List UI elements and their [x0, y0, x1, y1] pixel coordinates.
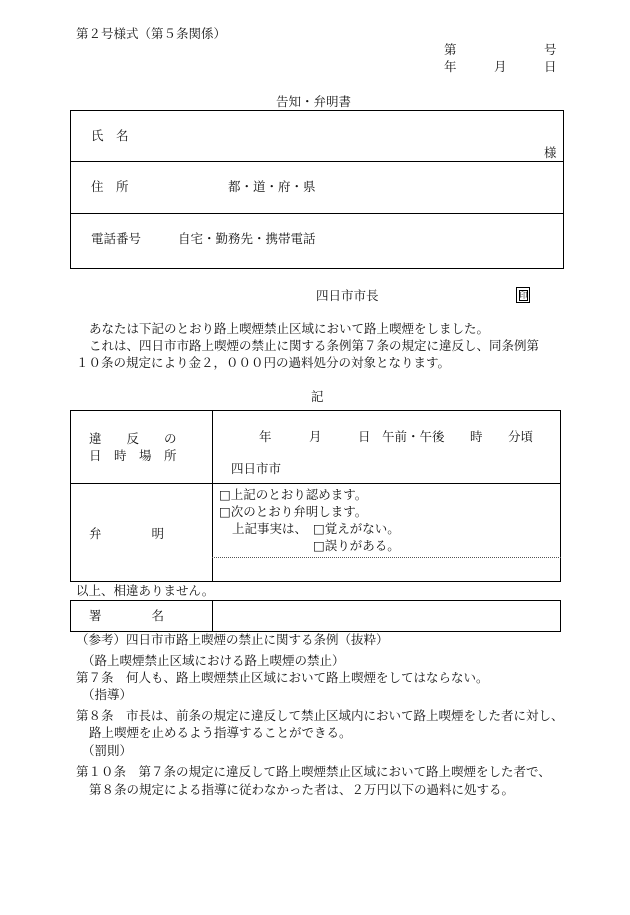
checkbox-no-memory[interactable]: □覚えがない。 [313, 521, 400, 536]
notice-line-1: あなたは下記のとおり路上喫煙禁止区域において路上喫煙をしました。 [89, 321, 490, 336]
prefecture-choices: 都・道・府・県 [228, 179, 316, 194]
violation-day: 日 [358, 429, 371, 444]
number-suffix: 号 [544, 42, 557, 57]
ordinance-article-8-line-2: 路上喫煙を止めるよう指導することができる。 [89, 725, 352, 740]
phone-choices: 自宅・勤務先・携帯電話 [178, 231, 316, 246]
violation-hour: 時 [470, 429, 483, 444]
violation-month: 月 [309, 429, 322, 444]
ordinance-heading-3: （罰則） [82, 743, 133, 758]
ordinance-heading-2: （指導） [82, 687, 133, 702]
violation-city: 四日市市 [231, 461, 282, 476]
date-day: 日 [544, 59, 557, 74]
row-divider [70, 483, 561, 484]
mayor-title: 四日市市長 [316, 288, 379, 303]
ordinance-article-10-line-1: 第１０条 第７条の規定に違反して路上喫煙禁止区域において路上喫煙をした者で、 [76, 764, 551, 779]
ki-heading: 記 [311, 389, 324, 404]
checkbox-admit[interactable]: □上記のとおり認めます。 [219, 487, 368, 502]
violation-minute: 分頃 [508, 429, 534, 444]
form-number: 第２号様式（第５条関係） [76, 26, 227, 41]
checkbox-explain[interactable]: □次のとおり弁明します。 [219, 504, 368, 519]
date-year: 年 [444, 59, 457, 74]
document-title: 告知・弁明書 [276, 94, 352, 109]
ordinance-article-7: 第７条 何人も、路上喫煙禁止区域において路上喫煙をしてはならない。 [76, 670, 489, 685]
fact-label: 上記事実は、 [232, 521, 308, 536]
address-label: 住 所 [91, 179, 129, 194]
phone-label: 電話番号 [91, 231, 142, 246]
ordinance-reference: （参考）四日市市路上喫煙の禁止に関する条例（抜粋） [76, 632, 389, 647]
checkbox-error[interactable]: □誤りがある。 [313, 538, 400, 553]
explanation-label: 弁 明 [89, 526, 165, 541]
confirmation-text: 以上、相違ありません。 [76, 583, 215, 598]
date-month: 月 [494, 59, 507, 74]
violation-label-line-2: 日 時 場 所 [89, 448, 177, 463]
signature-label: 署 名 [89, 608, 165, 623]
violation-ampm: 午前・午後 [382, 429, 445, 444]
person-info-table [70, 110, 564, 269]
notice-line-2: これは、四日市市路上喫煙の禁止に関する条例第７条の規定に違反し、同条例第 [89, 338, 540, 353]
row-divider [70, 213, 564, 214]
violation-year: 年 [259, 429, 272, 444]
row-divider [70, 161, 564, 162]
violation-label-line-1: 違 反 の [89, 431, 177, 446]
ordinance-article-10-line-2: 第８条の規定による指導に従わなかった者は、２万円以下の過料に処する。 [89, 782, 515, 797]
notice-line-3: １０条の規定により金２，０００円の過料処分の対象となります。 [76, 355, 451, 370]
number-prefix: 第 [444, 42, 457, 57]
name-label: 氏 名 [91, 128, 129, 143]
ordinance-heading-1: （路上喫煙禁止区域における路上喫煙の禁止） [82, 653, 345, 668]
column-divider [212, 600, 213, 632]
honorific-sama: 様 [544, 145, 557, 160]
ordinance-article-8-line-1: 第８条 市長は、前条の規定に違反して禁止区域内において路上喫煙をした者に対し、 [76, 708, 564, 723]
seal-mark: 印 [519, 291, 528, 300]
dotted-divider [212, 557, 561, 558]
seal-icon [516, 287, 530, 303]
